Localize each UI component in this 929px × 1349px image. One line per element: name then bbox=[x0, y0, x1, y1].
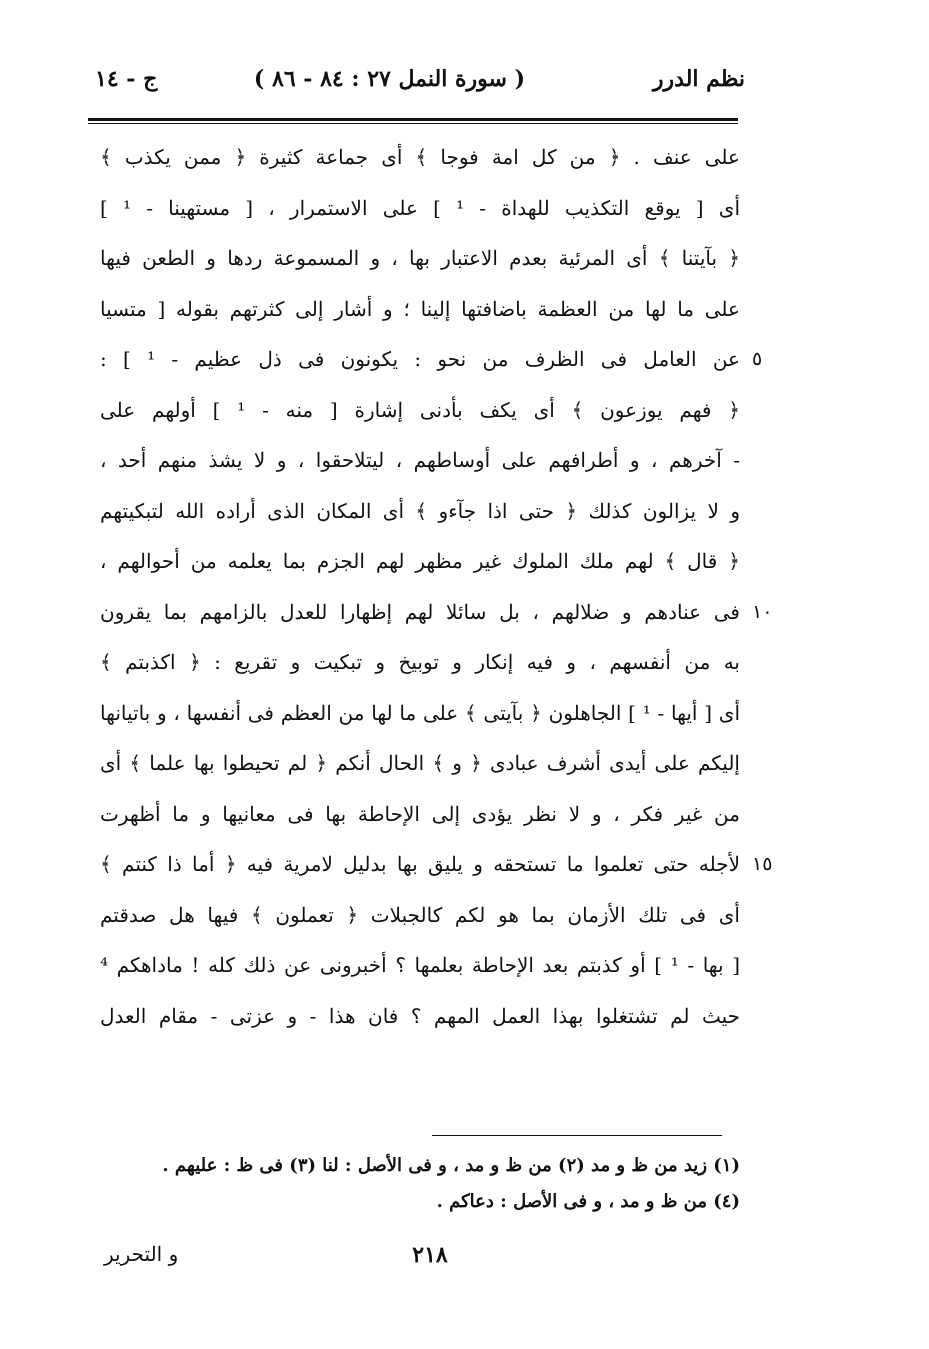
text-line: ﴿ قال ﴾ لهم ملك الملوك غير مظهر لهم الجزم بما يعلمه من أحوالهم ، bbox=[100, 549, 740, 573]
text-line: إليكم على أيدى أشرف عبادى ﴿ و ﴾ الحال أنكم ﴿ لم تحيطوا بها علما ﴾ أى bbox=[100, 751, 740, 775]
text-line: من غير فكر ، و لا نظر يؤدى إلى الإحاطة بها فى معانيها و ما أظهرت bbox=[100, 801, 740, 826]
header-rule-thin bbox=[88, 123, 738, 124]
line-number: ١٠ bbox=[752, 600, 773, 623]
text-line: لأجله حتى تعلموا ما تستحقه و يليق بها بدليل لامرية فيه ﴿ أما ذا كنتم ﴾ bbox=[100, 852, 740, 876]
text-line: [ بها - ¹ ] أو كذبتم بعد الإحاطة بعلمها ؟ أخبرونى عن ذلك كله ! ماداهكم ⁴ bbox=[100, 953, 740, 977]
text-line: حيث لم تشتغلوا بهذا العمل المهم ؟ فان هذا - و عزتى - مقام العدل bbox=[100, 1003, 740, 1028]
text-line: - آخرهم ، و أطرافهم على أوساطهم ، ليتلاحقوا ، و لا يشذ منهم أحد ، bbox=[100, 448, 740, 472]
line-number: ١٥ bbox=[752, 853, 773, 875]
footnote: (٤) من ظ و مد ، و فى الأصل : دعاكم . bbox=[436, 1191, 740, 1212]
text-line: فى عنادهم و ضلالهم ، بل سائلا لهم إظهارا للعدل بالزامهم بما يقرون bbox=[100, 599, 740, 624]
text-line: ﴿ فهم يوزعون ﴾ أى يكف بأدنى إشارة [ منه - ¹ ] أولهم على bbox=[100, 397, 740, 422]
running-header bbox=[95, 62, 745, 102]
text-line: على عنف . ﴿ من كل امة فوجا ﴾ أى جماعة كثيرة ﴿ ممن يكذب ﴾ bbox=[100, 145, 740, 169]
text-line: أى فى تلك الأزمان بما هو لكم كالجبلات ﴿ تعملون ﴾ فيها هل صدقتم bbox=[100, 902, 740, 927]
text-line: على ما لها من العظمة باضافتها إلينا ؛ و أشار إلى كثرتهم بقوله [ متسيا bbox=[100, 296, 740, 321]
line-number: ٥ bbox=[752, 348, 763, 370]
footnotes bbox=[100, 1148, 740, 1220]
text-line: به من أنفسهم ، و فيه إنكار و توبيخ و تبكيت و تقريع : ﴿ اكذبتم ﴾ bbox=[100, 650, 740, 674]
catchword: و التحرير bbox=[104, 1242, 179, 1266]
header-rule bbox=[88, 118, 738, 121]
text-line: أى [ يوقع التكذيب للهداة - ¹ ] على الاستمرار ، [ مستهينا - ¹ ] bbox=[100, 195, 740, 220]
text-line: ﴿ بآيتنا ﴾ أى المرئية بعدم الاعتبار بها ، و المسموعة ردها و الطعن فيها bbox=[100, 246, 740, 270]
text-line: أى [ أيها - ¹ ] الجاهلون ﴿ بآيتى ﴾ على ما لها من العظم فى أنفسها ، و باتيانها bbox=[100, 700, 740, 725]
text-line: و لا يزالون كذلك ﴿ حتى اذا جآءو ﴾ أى المكان الذى أراده الله لتبكيتهم bbox=[100, 498, 740, 523]
book-title: نظم الدرر bbox=[652, 66, 745, 92]
volume-number: ج - ١٤ bbox=[95, 66, 158, 92]
page-number: ٢١٨ bbox=[412, 1242, 448, 1268]
footnote-rule bbox=[432, 1135, 722, 1136]
main-text bbox=[100, 132, 740, 1041]
footnote: (١) زيد من ظ و مد (٢) من ظ و مد ، و فى الأصل : لنا (٣) فى ظ : عليهم . bbox=[162, 1155, 740, 1176]
surah-reference: ( سورة النمل ٢٧ : ٨٤ - ٨٦ ) bbox=[253, 66, 525, 92]
text-line: عن العامل فى الظرف من نحو : يكونون فى ذل عظيم - ¹ ] : bbox=[100, 347, 740, 371]
